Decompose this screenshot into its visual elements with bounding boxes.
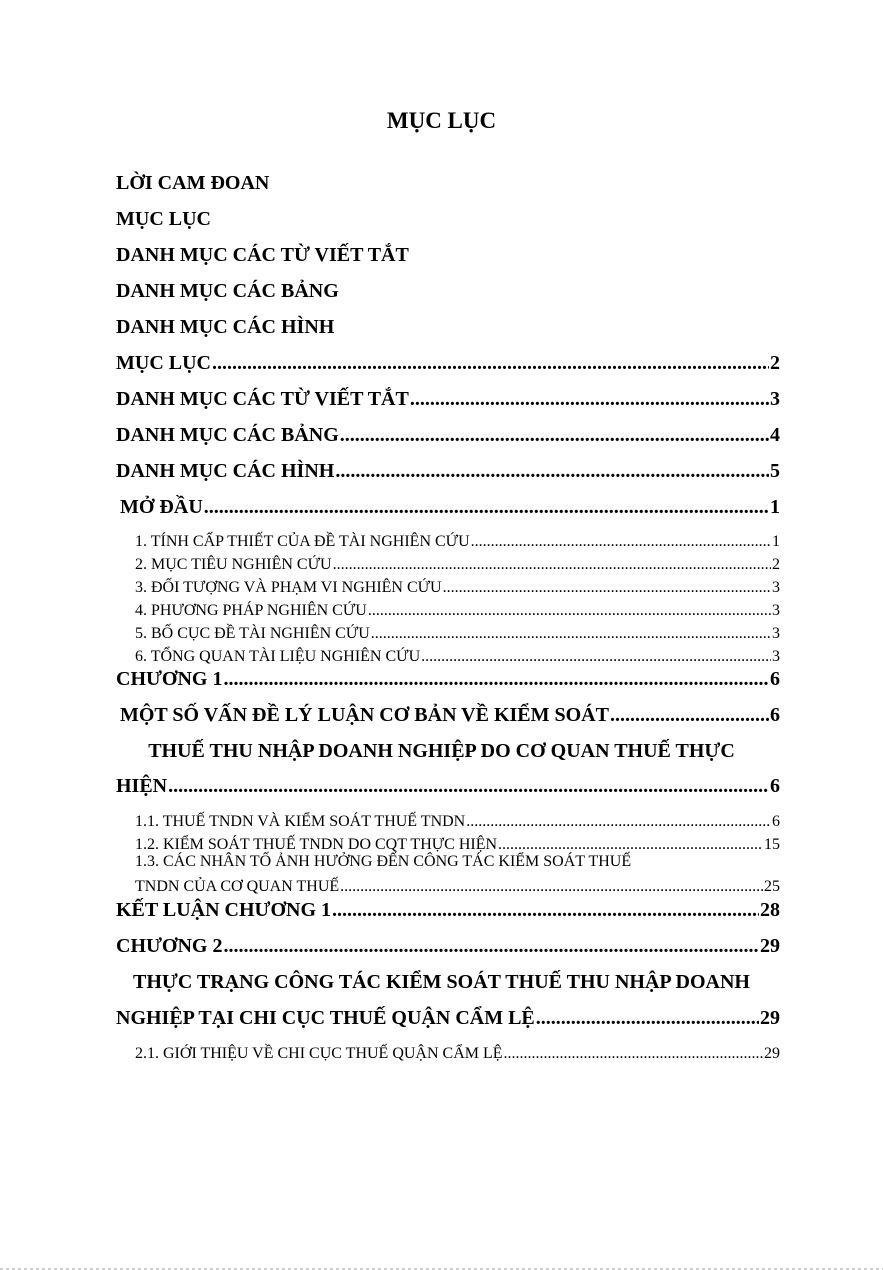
toc-entry-text: MỞ ĐẦU	[120, 496, 203, 518]
toc-entry-text: 4. PHƯƠNG PHÁP NGHIÊN CỨU	[135, 602, 367, 619]
dot-leader	[223, 666, 769, 692]
toc-entry-page: 6	[770, 775, 780, 797]
dot-leader	[340, 422, 769, 448]
toc-subentry-line: 1.3. CÁC NHÂN TỐ ẢNH HƯỞNG ĐẾN CÔNG TÁC KIỂM SOÁT THUẾ	[135, 853, 632, 870]
front-matter-item: DANH MỤC CÁC TỪ VIẾT TẮT	[116, 244, 409, 266]
toc-entry-text: TNDN CỦA CƠ QUAN THUẾ	[135, 878, 340, 895]
toc-entry-page: 28	[760, 899, 780, 921]
front-matter-item: MỤC LỤC	[116, 208, 211, 230]
toc-entry-text: DANH MỤC CÁC HÌNH	[116, 460, 335, 482]
toc-entry[interactable]	[116, 386, 780, 412]
dot-leader	[466, 812, 771, 832]
toc-entry[interactable]	[116, 666, 780, 692]
dot-leader	[335, 458, 769, 484]
toc-entry-text: 2. MỤC TIÊU NGHIÊN CỨU	[135, 556, 332, 573]
dot-leader	[421, 647, 771, 667]
front-matter-item: DANH MỤC CÁC BẢNG	[116, 280, 339, 302]
toc-entry-page: 3	[772, 625, 780, 642]
toc-entry-page: 29	[764, 1045, 780, 1062]
toc-entry-page: 6	[772, 813, 780, 830]
toc-entry-text: 3. ĐỐI TƯỢNG VÀ PHẠM VI NGHIÊN CỨU	[135, 579, 442, 596]
toc-entry[interactable]	[116, 458, 780, 484]
toc-entry[interactable]	[116, 422, 780, 448]
dot-leader	[204, 494, 769, 520]
dot-leader	[212, 350, 769, 376]
toc-entry-page: 2	[772, 556, 780, 573]
dot-leader	[333, 555, 771, 575]
dot-leader	[340, 877, 763, 897]
toc-entry-page: 2	[770, 352, 780, 374]
toc-entry-text: CHƯƠNG 1	[116, 668, 223, 690]
toc-subentry[interactable]	[135, 578, 780, 598]
toc-entry-page: 4	[770, 424, 780, 446]
toc-entry-page: 3	[772, 579, 780, 596]
dot-leader	[168, 773, 769, 799]
page-title: MỤC LỤC	[386, 108, 497, 133]
toc-subentry[interactable]	[135, 555, 780, 575]
toc-entry[interactable]	[116, 773, 780, 799]
toc-subentry[interactable]	[135, 812, 780, 832]
toc-entry[interactable]	[116, 1005, 780, 1031]
toc-entry-text: 1.1. THUẾ TNDN VÀ KIỂM SOÁT THUẾ TNDN	[135, 813, 466, 830]
toc-entry[interactable]	[120, 494, 780, 520]
toc-entry-text: HIỆN	[116, 775, 168, 797]
toc-entry-text: 6. TỔNG QUAN TÀI LIỆU NGHIÊN CỨU	[135, 648, 421, 665]
toc-entry-page: 5	[770, 460, 780, 482]
dot-leader	[443, 578, 771, 598]
toc-entry[interactable]	[116, 933, 780, 959]
dot-leader	[471, 532, 771, 552]
dot-leader	[410, 386, 769, 412]
toc-heading-line: THỰC TRẠNG CÔNG TÁC KIỂM SOÁT THUẾ THU NHẬP DOANH	[133, 971, 750, 993]
toc-entry-page: 3	[770, 388, 780, 410]
toc-entry-page: 1	[772, 533, 780, 550]
front-matter-item: LỜI CAM ĐOAN	[116, 172, 270, 194]
toc-subentry[interactable]	[135, 1044, 780, 1064]
toc-entry-text: 2.1. GIỚI THIỆU VỀ CHI CỤC THUẾ QUẬN CẨM LỆ	[135, 1045, 503, 1062]
toc-entry-text: KẾT LUẬN CHƯƠNG 1	[116, 899, 332, 921]
toc-entry-page: 3	[772, 648, 780, 665]
dot-leader	[536, 1005, 759, 1031]
toc-entry-text: MỘT SỐ VẤN ĐỀ LÝ LUẬN CƠ BẢN VỀ KIỂM SOÁT	[120, 704, 609, 726]
dot-leader	[368, 601, 771, 621]
toc-heading-line: THUẾ THU NHẬP DOANH NGHIỆP DO CƠ QUAN THUẾ THỰC	[148, 740, 735, 762]
toc-entry-page: 15	[764, 836, 780, 853]
toc-entry-text: 5. BỐ CỤC ĐỀ TÀI NGHIÊN CỨU	[135, 625, 370, 642]
toc-entry-text: DANH MỤC CÁC TỪ VIẾT TẮT	[116, 388, 409, 410]
dot-leader	[504, 1044, 763, 1064]
dot-leader	[332, 897, 759, 923]
toc-entry-text: CHƯƠNG 2	[116, 935, 223, 957]
toc-entry-text: 1. TÍNH CẤP THIẾT CỦA ĐỀ TÀI NGHIÊN CỨU	[135, 533, 470, 550]
toc-entry-page: 3	[772, 602, 780, 619]
toc-entry-page: 6	[770, 704, 780, 726]
toc-entry[interactable]	[120, 702, 780, 728]
toc-entry-page: 25	[764, 878, 780, 895]
toc-entry-text: MỤC LỤC	[116, 352, 211, 374]
front-matter-item: DANH MỤC CÁC HÌNH	[116, 316, 335, 338]
toc-entry-page: 29	[760, 935, 780, 957]
dot-leader	[223, 933, 759, 959]
toc-subentry[interactable]	[135, 647, 780, 667]
toc-entry[interactable]	[116, 350, 780, 376]
toc-entry-text: DANH MỤC CÁC BẢNG	[116, 424, 339, 446]
toc-entry[interactable]	[116, 897, 780, 923]
toc-subentry[interactable]	[135, 624, 780, 644]
dot-leader	[371, 624, 771, 644]
toc-entry-page: 1	[770, 496, 780, 518]
toc-entry-page: 29	[760, 1007, 780, 1029]
toc-subentry[interactable]	[135, 532, 780, 552]
dot-leader	[610, 702, 769, 728]
toc-subentry[interactable]	[135, 601, 780, 621]
toc-entry-page: 6	[770, 668, 780, 690]
toc-subentry[interactable]	[135, 877, 780, 897]
toc-entry-text: NGHIỆP TẠI CHI CỤC THUẾ QUẬN CẨM LỆ	[116, 1007, 535, 1029]
toc-entry-text: 1.2. KIỂM SOÁT THUẾ TNDN DO CQT THỰC HIỆN	[135, 836, 498, 853]
